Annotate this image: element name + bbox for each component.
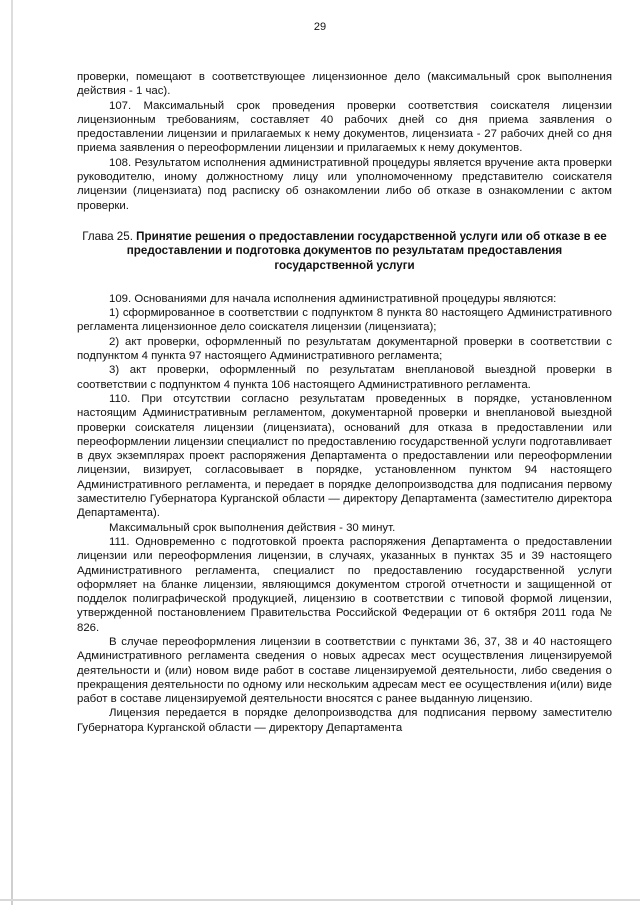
- page-number: 29: [313, 21, 327, 33]
- document-body: [77, 70, 612, 735]
- chapter-title: Принятие решения о предоставлении государственной услуги или об отказе в ее предоставлении и подготовка документов по результатам предоставления государственной услуги: [126, 229, 607, 272]
- paragraph-107: 107. Максимальный срок проведения проверки соответствия соискателя лицензии лицензионным требованиям, составляет 40 рабочих дней со дня приема заявления о предоставлении лицензии и прилагаемых к нему документов, лицензиата - 27 рабочих дней со дня приема заявления о переоформлении лицензии и прилагаемых к нему документов.: [77, 99, 612, 155]
- paragraph-license-transfer: Лицензия передается в порядке делопроизводства для подписания первому заместителю Губернатора Курганской области — директору Департамента: [77, 707, 612, 734]
- chapter-heading: [77, 230, 612, 273]
- paragraph-110: 110. При отсутствии согласно результатам проведенных в порядке, установленном настоящим Административным регламентом, документарной проверки и внеплановой выездной проверки соискателя лицензии (лицензиата), оснований для отказа в предоставлении или переоформлении лицензии специалист по предоставлению государственной услуги подготавливает в двух экземплярах проект распоряжения Департамента о предоставлении или переоформлении лицензии, визирует, согласовывает в порядке, установленном пунктом 94 настоящего Административного регламента, и передает в порядке делопроизводства для подписания первому заместителю Губернатора Курганской области — директору Департамента (заместителю директора Департамента).: [77, 392, 612, 520]
- list-item-3: 3) акт проверки, оформленный по результатам внеплановой выездной проверки в соответствии с подпунктом 4 пункта 106 настоящего Административного регламента.: [77, 364, 612, 391]
- scan-edge-left: [11, 0, 13, 905]
- paragraph-109: 109. Основаниями для начала исполнения административной процедуры являются:: [109, 292, 557, 305]
- paragraph-108: 108. Результатом исполнения административной процедуры является вручение акта проверки руководителю, иному должностному лицу или уполномоченному представителю соискателя лицензии (лицензиата) под расписку об ознакомлении либо об отказе в ознакомлении с актом проверки.: [77, 156, 612, 212]
- list-item-1: 1) сформированное в соответствии с подпунктом 8 пункта 80 настоящего Административного регламента лицензионное дело соискателя лицензии (лицензиата);: [77, 307, 612, 334]
- list-item-2: 2) акт проверки, оформленный по результатам документарной проверки в соответствии с подпунктом 4 пункта 97 настоящего Административного регламента;: [77, 335, 612, 363]
- paragraph-reissue: В случае переоформления лицензии в соответствии с пунктами 36, 37, 38 и 40 настоящего Административного регламента сведения о новых адресах мест осуществления лицензируемой деятельности и (или) новом виде работ в составе лицензируемой деятельности, либо сведения о прекращения деятельности по одному или нескольким адресам мест ее осуществления и(или) виде работ в составе лицензируемой деятельности вносятся с ранее выданную лицензию.: [77, 635, 612, 706]
- paragraph-max-time: Максимальный срок выполнения действия - 30 минут.: [109, 521, 396, 534]
- chapter-prefix: Глава 25.: [82, 229, 137, 243]
- paragraph-111: 111. Одновременно с подготовкой проекта распоряжения Департамента о предоставлении лицензии или переоформления лицензии, в случаях, указанных в пунктах 35 и 39 настоящего Административного регламента, специалист по предоставлению государственной услуги оформляет на бланке лицензии, являющимся документом строгой отчетности и защищенной от подделок полиграфической продукцией, лицензию в соответствии с типовой формой лицензии, утвержденной постановлением Правительства Российской Федерации от 6 октября 2011 года № 826.: [77, 535, 612, 634]
- paragraph-continuation: проверки, помещают в соответствующее лицензионное дело (максимальный срок выполнения действия - 1 час).: [77, 71, 612, 98]
- scan-edge-bottom: [0, 899, 640, 901]
